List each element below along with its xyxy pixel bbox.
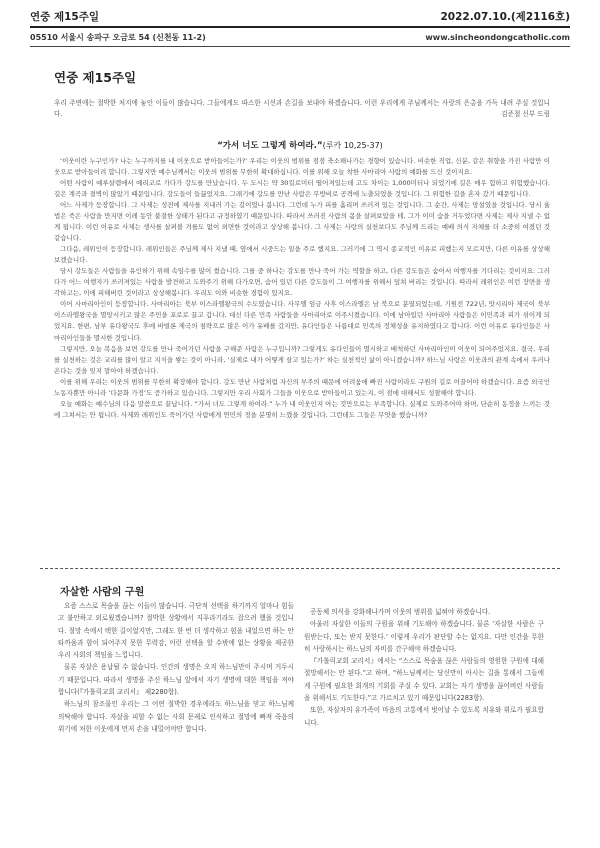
paragraph: 공동체 의식을 강화해나가며 이웃의 범위를 넓혀야 하겠습니다.: [310, 608, 491, 616]
paragraph: 어느 사제가 등장합니다. 그 사제는 성전에 제사를 지내러 가는 길이었나 봅니다. 그런데 누가 피를 흘리며 쓰러져 있는 것입니다. 그 순간, 사제는 망설였을 것입니다. 당시 율법은 죽은 사람을 만지면 이레 동안 불결한 상태가 된다고 규정하였기 때문입니다. 따라서 쓰러진 사람의 몸을 살펴보았을 테, 그가 이미 숨을 거두었다면 사제는 제사 지낼 수 없게 됩니다. 이런 이유로 사제는 생사를 살펴볼 겨를도 없이 외면한 것이라고 상상해 봅니다. 그 사제는 사랑의 실천보다도 주님께 드리는 예배 의식 자체를 더 소중히 여겼던 것 같습니다.: [54, 201, 550, 243]
section-divider: [40, 568, 560, 569]
homily-body: [54, 156, 550, 421]
section2-left-column: [58, 600, 294, 735]
website-link[interactable]: www.sincheondongcatholic.com: [425, 32, 570, 42]
paragraph: 아울러 자살한 이들의 구원을 위해 기도해야 하겠습니다. 물론 ‘자살한 사람은 구원받는다, 또는 받지 못한다.’ 이렇게 우리가 판단할 수는 없지요. 다만 인간을 무한히 사랑하시는 하느님의 자비를 간구해야 하겠습니다.: [304, 620, 544, 653]
paragraph: 물론 자살은 용납될 수 없습니다. 인간의 생명은 오직 하느님만이 주시며 거두시기 때문입니다. 따라서 생명을 주신 하느님 앞에서 자기 생명에 대한 책임을 져야 합니다(『가톨릭교회 교리서』 제2280항).: [58, 663, 294, 697]
church-address: 05510 서울시 송파구 오금로 54 (신천동 11-2): [30, 32, 206, 42]
quote-reference: (루카 10,25-37): [322, 141, 383, 150]
paragraph: ‘이웃이란 누구인가? 나는 누구까지를 내 이웃으로 받아들이는가?’ 우리는 이웃의 범위를 점점 축소해나가는 경향이 있습니다. 비슷한 직업, 신분, 같은 취향을 가진 사람만 이웃으로 받아들이려 합니다. 그렇지만 예수님께서는 이웃의 범위를 무한히 확대하십니다. 이를 위해 오늘 착한 사마리아 사람의 예화를 드신 것이지요.: [54, 157, 550, 177]
paragraph: 이어 사마리아인이 등장합니다. 사마리아는 북부 이스라엘왕국의 수도였습니다. 사무엘 임금 사후 이스라엘은 남 북으로 분열되었는데, 기원전 722년, 앗시리아 제국이 북부 이스라엘왕국을 멸망시키고 많은 주민을 포로로 끌고 갑니다. 대신 다른 민족 사람들을 사마리아로 이주시켰습니다. 이에 남아있던 사마리아 사람들은 이민족과 피가 섞이게 되었지요. 한편, 남부 유다왕국도 후에 바빌론 제국의 침략으로 많은 이가 유배를 갔지만, 유다인들은 나름대로 민족의 정체성을 유지하였다고 합니다. 이런 이유로 유다인들은 사마리아인들을 멸시한 것입니다.: [54, 300, 550, 342]
paragraph: 요즘 스스로 목숨을 끊는 이들이 많습니다. 극단적 선택을 하기까지 얼마나 힘들고 불안하고 외로웠겠습니까? 절박한 상황에서 지푸라기라도 잡으려 했을 것입니다. 절망 속에서 택한 길이었지만, 그래도 한 번 더 생각하고 힘을 내었으면 하는 안타까움과 함이 되어주지 못한 무력감, 이런 선택을 할 수밖에 없는 상황을 제공한 우리 사회의 책임을 느낍니다.: [58, 602, 294, 660]
paragraph: 어떤 사람이 예루살렘에서 예리코로 가다가 강도를 만났습니다. 두 도시는 약 30킬로미터 떨어져있는데 고도 차이는 1,000미터나 되었기에 길은 매우 험하고 위험했습니다. 길은 계곡과 절벽이 많았기 때문입니다. 강도들이 들끓었지요. 그래기에 강도를 만난 사람은 무방비로 공격에 노출되었을 것입니다. 그 위험한 길을 혼자 갔기 때문입니다.: [54, 179, 550, 199]
signature: 김준철 신부 드림: [501, 110, 550, 118]
paragraph: 그렇지만, 오늘 복음을 보면 강도를 만나 죽어가던 사람을 구해준 사람은 누구입니까? 그렇게도 유다인들이 멸시하고 배척하던 사마리아인이 이웃이 되어주었지요. 결국, 우리를 실천하는 것은 교리를 많이 알고 지식을 쌓는 것이 아니라, ‘실제로 내가 어떻게 살고 있는가?’ 하는 실천적인 삶이 아니겠습니까? 하느님 사랑은 이웃과의 관계 속에서 우러나온다는 것을 잊지 말아야 하겠습니다.: [54, 344, 550, 375]
paragraph: 『가톨릭교회 교리서』에서는 “스스로 목숨을 끊은 사람들의 영원한 구원에 대해 절망해서는 안 된다.”고 하며, “하느님께서는 당신만이 아시는 길을 통해서 그들에게 구원에 필요한 회개의 기회를 주실 수 있다. 교회는 자기 생명을 끊어버린 사람들을 위해서도 기도한다.”고 가르치고 있기 때문입니다(2283항).: [304, 657, 544, 703]
section-title: 연중 제15주일: [54, 70, 137, 85]
masthead-rule: [30, 26, 570, 28]
section2-title: 자살한 사람의 구원: [60, 587, 145, 598]
paragraph: 당시 강도들은 사람들을 유인하기 위해 속임수를 많이 썼습니다. 그를 중 하나는 강도를 만나 죽어 가는 역할을 하고, 다른 강도들은 숨어서 여행자를 기다리는 것이지요. 그러다가 어느 여행자가 쓰러져있는 사람을 발견하고 도와주기 위해 다가오면, 숨어 있던 다른 강도들이 그 여행자를 위해서 덮쳐 버리는 것입니다. 따라서 레위인은 이런 장면을 생각하고는, 이에 피해버린 것이라고 상상해봅니다. 우리도 이와 비슷한 경험이 있지요.: [54, 267, 550, 298]
section2-right-column: [304, 606, 544, 729]
intro-text: 우리 주변에는 절박한 처지에 놓인 이들이 많습니다. 그들에게도 따스한 시선과 손길을 보내야 하겠습니다. 이런 우리에게 주님께서는 사랑의 은총을 가득 내려 주실 것입니다.: [54, 99, 550, 118]
address-rule: [30, 46, 570, 47]
quote-text: “가서 너도 그렇게 하여라.”: [217, 141, 323, 151]
paragraph: 그다음, 레위인이 등장합니다. 레위인들은 주님께 제사 지낼 때, 옆에서 시중드는 일을 주로 했지요. 그러기에 그 역시 종교적인 이유로 피했는지 모르지만, 다른 이유를 상상해보겠습니다.: [54, 245, 550, 265]
address-bar: [30, 30, 570, 44]
masthead-title: 연중 제15주일: [30, 11, 99, 23]
paragraph: 또한, 자살자의 유가족이 마음의 고통에서 벗어날 수 있도록 치유와 위로가 필요합니다.: [304, 706, 544, 727]
gospel-quote: [0, 139, 600, 151]
paragraph: 하느님의 참조물인 우리는 그 어떤 절박한 경우에라도 하느님을 믿고 하느님께 의탁해야 합니다. 자살을 피할 수 없는 사회 문제로 인식하고 절망에 빠져 죽음의 위기에 처한 이웃에게 먼저 손을 내밀어야만 합니다.: [58, 700, 294, 733]
masthead: [30, 8, 570, 24]
issue-date: 2022.07.10.(제2116호): [440, 11, 570, 23]
paragraph: 오늘 예화는 예수님의 다음 말씀으로 끝납니다. “가서 너도 그렇게 하여라.” 누가 내 이웃인지 아는 것만으로는 부족합니다. 실제로 도와주어야 하며, 단순히 동정을 느끼는 것에 그쳐서는 안 됩니다. 사제와 레위인도 죽어가던 사람에게 연민의 정을 분명히 느꼈을 것입니다. 그런데도 그들은 무엇을 했습니까?: [54, 399, 550, 419]
intro-block: [54, 98, 550, 120]
paragraph: 이를 위해 우리는 이웃의 범위를 무한히 확장해야 합니다. 강도 만난 사람처럼 자신의 부주의 때문에 어려움에 빠진 사람이라도 구원의 길로 이끌어야 하겠습니다. 요즘 외국인 노동자뿐만 아니라 ‘다문화 가정’도 증가하고 있습니다. 그렇지만 우리 사회가 그들을 이웃으로 받아들이고 있는지, 이 점에 대해서도 성찰해야 합니다.: [54, 377, 550, 397]
